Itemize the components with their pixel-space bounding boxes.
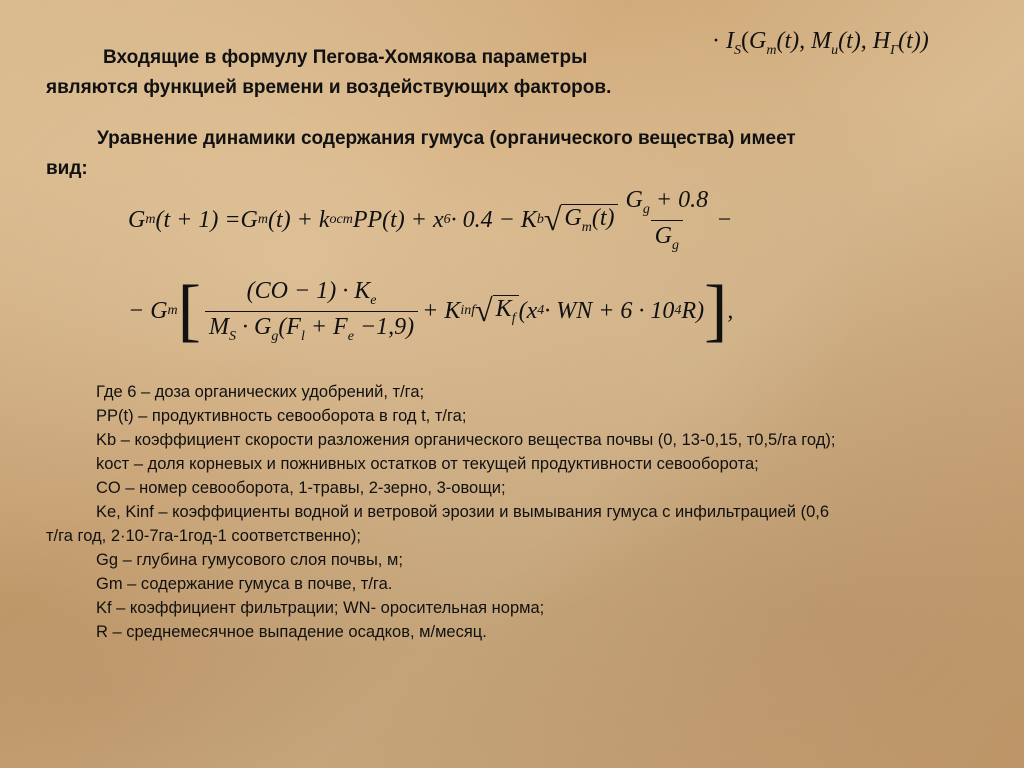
definition-item: Kb – коэффициент скорости разложения органического вещества почвы (0, 13-0,15, т0,5/га год); — [96, 431, 836, 449]
erosion-fraction: $\frac{(CO - 1) \cdot K_e}{M_S \cdot G_g(F_l + F_e -1,9)}$ — [205, 278, 418, 345]
sqrt-kf: √ $K_f$ — [475, 295, 518, 327]
definition-item: kост – доля корневых и пожнивных остатков от текущей продуктивности севооборота; — [96, 455, 759, 473]
depth-fraction: $\frac{G_g + 0.8}{G_g}$ — [625, 186, 709, 253]
definition-item: CO – номер севооборота, 1-травы, 2-зерно, 3-овощи; — [96, 479, 506, 497]
definition-item: Gm – содержание гумуса в почве, т/га. — [96, 575, 393, 593]
top-formula: · $I_S(G_m(t)$, $M_u(t)$, $H_Г(t)$) — [712, 28, 929, 58]
equation-intro-line-1: Уравнение динамики содержания гумуса (органического вещества) имеет — [97, 128, 796, 149]
definition-item-continuation: т/га год, 2·10-7га-1год-1 соответственно); — [46, 527, 361, 545]
definitions-list — [46, 380, 996, 644]
definition-item: Ke, Kinf – коэффициенты водной и ветровой эрозии и вымывания гумуса с инфильтрацией (0,6 — [96, 503, 830, 521]
humus-equation-line-1: G m (t + 1) = G m (t) + k ост PP(t) + x 6 · 0.4 − K b √ $G_m(t)$ $\frac{G_g + 0.8}{G_g}$ − — [128, 186, 733, 253]
intro-line-2: являются функцией времени и воздействующих факторов. — [46, 77, 612, 98]
definition-item: PP(t) – продуктивность севооборота в год t, т/га; — [96, 407, 467, 425]
humus-equation-line-2: − G m [ $\frac{(CO - 1) \cdot K_e}{M_S \cdot G_g(F_l + F_e -1,9)}$ + K inf √ $K_f$ (x 4 · WN + 6 · 10 4 R) ] , — [128, 272, 734, 349]
left-bracket: [ — [177, 272, 201, 349]
equation-intro-line-2: вид: — [46, 158, 88, 179]
intro-line-1: Входящие в формулу Пегова-Хомякова параметры — [103, 47, 588, 68]
definition-item: R – среднемесячное выпадение осадков, м/месяц. — [96, 623, 487, 641]
intro-paragraph — [46, 43, 746, 103]
sqrt-gm: √ $G_m(t)$ — [544, 204, 618, 236]
definition-item: Где 6 – доза органических удобрений, т/га; — [96, 383, 425, 401]
right-bracket: ] — [704, 272, 728, 349]
definition-item: Kf – коэффициент фильтрации; WN- оросительная норма; — [96, 599, 545, 617]
equation-intro-paragraph — [46, 124, 946, 184]
definition-item: Gg – глубина гумусового слоя почвы, м; — [96, 551, 403, 569]
